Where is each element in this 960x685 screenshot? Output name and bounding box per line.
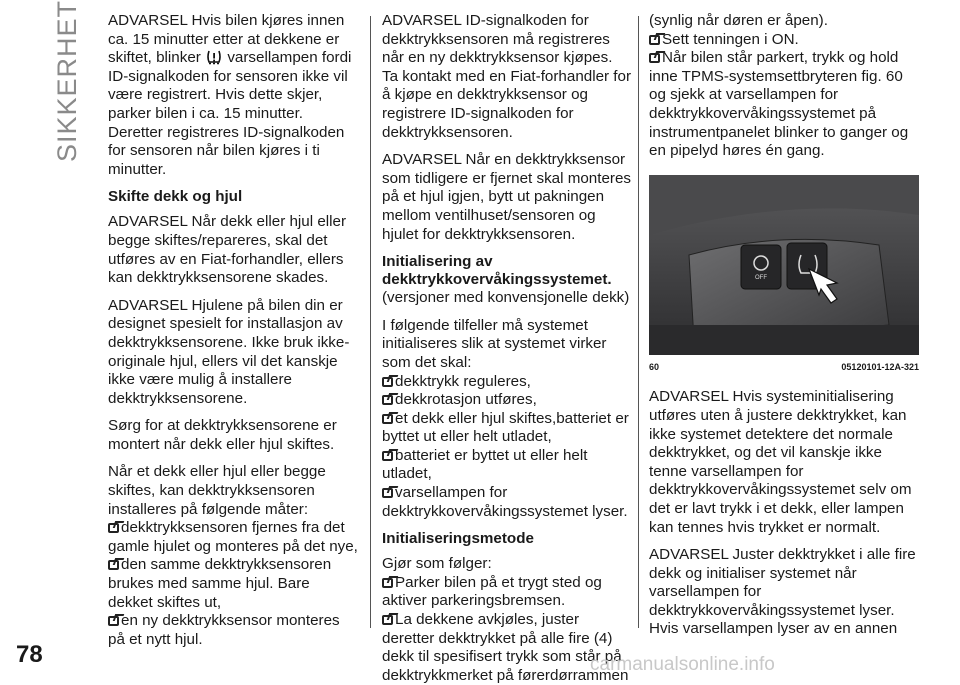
dashboard-switch-illustration bbox=[649, 175, 919, 355]
column-3 bbox=[649, 12, 919, 648]
text: varsellampen for dekktrykkovervåkingssystemet lyser. bbox=[382, 484, 628, 520]
heading: Skifte dekk og hjul bbox=[108, 188, 243, 206]
paragraph: Når et dekk eller hjul eller begge skiftes, kan dekktrykksensoren installeres på følgende måter: bbox=[108, 463, 326, 518]
section-title: SIKKERHET bbox=[52, 0, 82, 162]
watermark: carmanualsonline.info bbox=[590, 654, 775, 675]
list-item bbox=[649, 49, 919, 161]
heading: Initialiseringsmetode bbox=[382, 530, 534, 548]
subtitle: (versjoner med konvensjonelle dekk) bbox=[382, 289, 630, 307]
bullet-icon bbox=[649, 35, 660, 45]
paragraph bbox=[108, 12, 358, 179]
text: dekktrykksensoren fjernes fra det gamle hjulet og monteres på det nye, bbox=[108, 519, 358, 555]
paragraph: ADVARSEL Når dekk eller hjul eller begge skiftes/repareres, skal det utføres av en Fiat-forhandler, ellers kan dekktrykksensorene skades. bbox=[108, 213, 347, 287]
paragraph: ADVARSEL Hjulene på bilen din er designet spesielt for installasjon av dekktrykksensorene. Ikke bruk ikke-originale hjul, ellers vil det kanskje ikke være mulig å installere dekktrykksensorene. bbox=[108, 296, 350, 407]
text: dekktrykk reguleres, bbox=[395, 372, 531, 390]
bullet-icon bbox=[382, 395, 393, 405]
list-item bbox=[382, 391, 632, 410]
list-item bbox=[382, 447, 632, 484]
list-item bbox=[649, 31, 919, 50]
list-item bbox=[108, 519, 358, 556]
figure-code: 05120101-12A-321 bbox=[841, 361, 919, 372]
paragraph: Gjør som følger: bbox=[382, 555, 492, 573]
bullet-icon bbox=[382, 578, 393, 588]
list-item bbox=[382, 373, 632, 392]
paragraph: I følgende tilfeller må systemet initialiseres slik at systemet virker som det skal: bbox=[382, 316, 607, 371]
bullet-icon bbox=[382, 488, 393, 498]
bullet-icon bbox=[382, 451, 393, 461]
paragraph: ADVARSEL Juster dekktrykket i alle fire dekk og initialiser systemet når varsellampen for dekktrykkovervåkingssystemet lyser. Hvis varsellampen lyser av en annen bbox=[649, 546, 916, 638]
bullet-icon bbox=[382, 377, 393, 387]
bullet-icon bbox=[382, 414, 393, 424]
list-item bbox=[108, 556, 358, 612]
text: en ny dekktrykksensor monteres på et nytt hjul. bbox=[108, 612, 340, 648]
tire-pressure-warning-icon bbox=[206, 49, 222, 65]
figure-caption bbox=[649, 358, 919, 377]
heading: Initialisering av dekktrykkovervåkingssystemet. bbox=[382, 253, 612, 289]
figure-number: 60 bbox=[649, 361, 660, 372]
column-1 bbox=[108, 12, 358, 649]
text: ADVARSEL Hvis bilen kjøres innen ca. 15 minutter etter at dekkene er skiftet, blinker bbox=[108, 12, 345, 67]
column-divider bbox=[370, 16, 371, 628]
tpms-switch-figure bbox=[649, 175, 919, 355]
bullet-icon bbox=[382, 615, 393, 625]
text: et dekk eller hjul skiftes,batteriet er byttet ut eller helt utladet, bbox=[382, 409, 629, 446]
bullet-icon bbox=[649, 53, 660, 63]
text: den samme dekktrykksensoren brukes med samme hjul. Bare dekket skiftes ut, bbox=[108, 556, 332, 611]
paragraph: (synlig når døren er åpen). bbox=[649, 12, 828, 29]
text: Når bilen står parkert, trykk og hold inne TPMS-systemsettbryteren fig. 60 og sjekk at varsellampen for dekktrykkovervåkingssystemet på instrumentpanelet blinker to ganger og en pipelyd høres én gang. bbox=[649, 49, 909, 160]
paragraph: ADVARSEL Når en dekktrykksensor som tidligere er fjernet skal monteres på et hjul igjen, bytt ut pakningen mellom ventilhuset/sensoren og hjulet for dekktrykksensoren. bbox=[382, 151, 632, 243]
paragraph: Sørg for at dekktrykksensorene er montert når dekk eller hjul skiftes. bbox=[108, 417, 337, 453]
bullet-icon bbox=[108, 616, 119, 626]
column-2 bbox=[382, 12, 632, 685]
paragraph: ADVARSEL ID-signalkoden for dekktrykksensoren må registreres når en ny dekktrykksensor kjøpes. Ta kontakt med en Fiat-forhandler for å kjøpe en dekktrykksensor og registrere ID-signalkoden for dekktrykksensoren. bbox=[382, 12, 632, 141]
text: La dekkene avkjøles, juster deretter dekktrykket på alle fire (4) dekk til spesifisert trykk som står på dekktrykkmerket på førerdørrammen bbox=[382, 611, 629, 684]
list-item bbox=[108, 612, 358, 649]
switch-off-label: OFF bbox=[755, 274, 767, 281]
bullet-icon bbox=[108, 523, 119, 533]
text: Parker bilen på et trygt sted og aktiver parkeringsbremsen. bbox=[382, 573, 602, 610]
text: Sett tenningen i ON. bbox=[662, 30, 799, 48]
column-divider bbox=[638, 16, 639, 628]
page-number: 78 bbox=[16, 641, 43, 668]
list-item bbox=[382, 574, 632, 611]
text: dekkrotasjon utføres, bbox=[395, 391, 537, 409]
text: varsellampen fordi ID-signalkoden for sensoren ikke vil være registrert. Hvis dette skjer, parker bilen i ca. 15 minutter. Deretter registreres ID-signalkoden for sensoren når bilen kjøres i ti minutter. bbox=[108, 49, 352, 178]
list-item bbox=[382, 410, 632, 447]
bullet-icon bbox=[108, 560, 119, 570]
list-item bbox=[382, 484, 632, 521]
paragraph: ADVARSEL Hvis systeminitialisering utføres uten å justere dekktrykket, kan ikke systemet detektere det normale dekktrykket, og det vil kanskje ikke tenne varsellampen for dekktrykkovervåkingssystemet selv om det er lavt trykk i et dekk, eller lampen kan tennes hvis trykket er normalt. bbox=[649, 388, 912, 536]
text: batteriet er byttet ut eller helt utladet, bbox=[382, 446, 588, 483]
